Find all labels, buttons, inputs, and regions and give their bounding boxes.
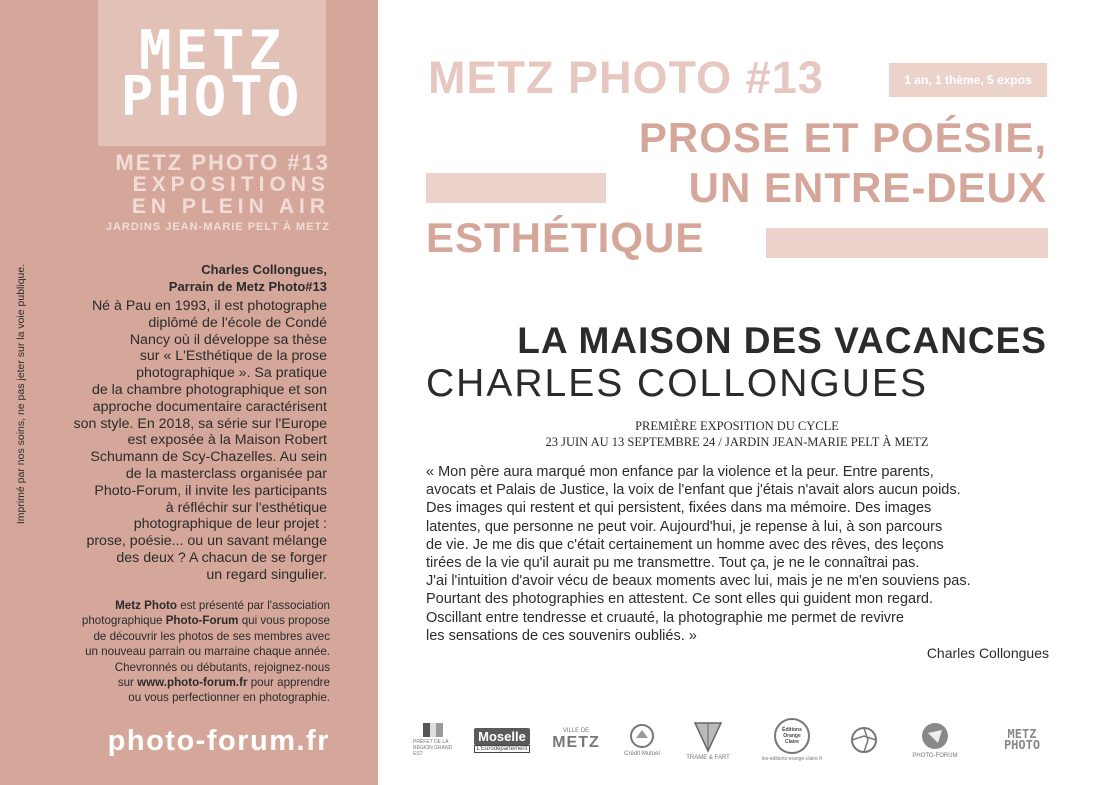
side-note: Imprimé par nos soins, ne pas jeter sur la voie publique. [15,263,27,525]
mini-logo-line-2: PHOTO [1003,738,1041,752]
ville-label: VILLE DE [562,728,590,734]
bio-line: Né à Pau en 1993, il est photographe [91,298,327,314]
side-note-wrapper [14,245,28,545]
assoc-l3: de découvrir les photos de ses membres avec [93,629,330,643]
photo-forum-icon [920,721,950,751]
assoc-t6b: pour apprendre [247,676,330,690]
theme-line-3: ESTHÉTIQUE [426,214,705,261]
bio-line: diplômé de l'école de Condé [148,314,327,331]
prefet-caption: PRÉFET DE LA RÉGION GRAND EST [413,739,453,757]
aperture-logo [844,712,884,768]
theme-line-1: PROSE ET POÉSIE, [638,114,1047,161]
assoc-t2: photographique [81,614,166,628]
orange-claire-url: les-editions-orange-claire.fr [761,756,823,762]
photo-forum-caption: PHOTO-FORUM [912,753,958,759]
left-title-4: JARDINS JEAN-MARIE PELT À METZ [105,221,330,233]
bio-line: des deux ? A chacun de se forger [116,549,327,566]
exhibition-dates: 23 JUIN AU 13 SEPTEMBRE 24 / JARDIN JEAN-MARIE PELT À METZ [545,435,929,449]
bio-line: de la masterclass organisée par [125,465,327,482]
bio-line: Nancy où il développe sa thèse [129,331,327,348]
quote-line: les sensations de ces souvenirs oubliés. » [426,627,697,644]
left-title-3: EN PLEIN AIR [131,195,330,218]
bio-line: prose, poésie... ou un savant mélange [86,533,327,550]
photo-forum-logo [904,712,966,768]
left-title-1: METZ PHOTO #13 [115,150,330,175]
assoc-l4: un nouveau parrain ou marraine chaque année. [85,645,330,659]
credit-mutuel-icon [629,723,655,749]
bio-line: un regard singulier. [206,566,327,583]
credit-mutuel-logo [617,712,667,768]
quote-line: « Mon père aura marqué mon enfance par la violence et la peur. Entre parents, [426,464,934,480]
assoc-t1: est présenté par l'association [176,599,330,612]
quote-line: avocats et Palais de Justice, la voix de l'enfant que j'étais n'avait alors aucun poids. [426,482,961,499]
assoc-brand: Metz Photo [115,599,177,612]
quote-line: Des images qui restent et qui persistent, fixées dans ma mémoire. Des images [426,500,932,517]
bio-line: Schumann de Scy-Chazelles. Au sein [90,449,327,466]
association-text [40,598,330,706]
assoc-url-link[interactable]: www.photo-forum.fr [137,676,248,690]
moselle-logo [472,712,532,768]
trame-icon [693,719,723,753]
logo-text [98,19,326,128]
trame-logo [677,712,739,768]
logo-line-2: PHOTO [120,65,304,128]
bio-line: approche documentaire caractérisent [92,398,327,415]
quote-signature: Charles Collongues [926,645,1049,661]
exhibition-title: LA MAISON DES VACANCES [517,320,1047,361]
quote-line: J'ai l'intuition d'avoir vécu de beaux moments avec lui, mais je ne m'en souviens pas. [426,573,971,590]
moselle-wordmark: Moselle [474,728,530,745]
site-url[interactable]: photo-forum.fr [107,725,330,757]
main-title: METZ PHOTO #13 [428,52,824,103]
metz-photo-logo [98,0,326,146]
bio-line: photographique de leur projet : [133,516,327,533]
parrain-heading [40,261,327,295]
metz-photo-mini-logo [987,712,1057,768]
trame-caption: TRAME & FART [686,755,730,761]
decorative-bar [426,173,606,203]
quote-line: de vie. Je me dis que c'était certainement un homme avec des rêves, des leçons [426,536,944,553]
mini-logo-text [1004,729,1040,751]
exhibition-artist: CHARLES COLLONGUES [426,362,928,405]
quote-line: Pourtant des photographies en attestent. Ce sont elles qui guident mon regard. [426,591,934,608]
prefet-logo [412,712,454,768]
moselle-subtitle: L'Eurodépartement [474,745,531,753]
ville-wordmark: METZ [552,734,600,751]
left-title-2: EXPOSITIONS [132,173,330,196]
bio-line: est exposée à la Maison Robert [127,432,327,449]
left-column [0,0,378,785]
orange-claire-badge: Éditions Orange Claire [774,718,810,754]
tagline-badge: 1 an, 1 thème, 5 expos [889,63,1047,97]
bio-line: son style. En 2018, sa série sur l'Europe [73,415,327,432]
theme-line-2: UN ENTRE-DEUX [688,164,1047,211]
assoc-t6: sur [117,676,138,690]
quote-line: tirées de la vie qu'il aurait pu me transmettre. Tout ça, je ne le connaîtrai pas. [426,555,920,572]
bio-line: sur « L'Esthétique de la prose [139,348,327,365]
quote-line: latentes, que personne ne peut voir. Aujourd'hui, je repense à lui, à son parcours [426,518,943,535]
bio-line: photographique ». Sa pratique [136,365,327,382]
partner-logos [412,712,1062,768]
artist-quote [426,463,1052,645]
assoc-t3: qui vous propose [238,614,330,628]
bio-line: Photo-Forum, il invite les participants [94,482,327,499]
bio-text [40,298,327,584]
bio-line: de la chambre photographique et son [91,381,327,398]
assoc-org: Photo-Forum [165,614,239,628]
camera-aperture-icon [850,726,878,754]
logo-line-1: METZ [138,19,286,82]
orange-claire-logo [757,712,827,768]
exhibition-cycle: PREMIÈRE EXPOSITION DU CYCLE [635,419,839,433]
credit-mutuel-caption: Crédit Mutuel [624,751,660,757]
mini-logo-line-1: METZ [1007,727,1037,741]
french-flag-icon [423,723,443,737]
parrain-role: Parrain de Metz Photo#13 [168,279,327,294]
left-titles [98,152,330,234]
ville-metz-logo [550,712,602,768]
exhibition-meta [426,418,1048,450]
assoc-l7: ou vous perfectionner en photographie. [128,691,330,705]
decorative-bar [766,228,1048,258]
parrain-name: Charles Collongues, [201,262,327,277]
bio-line: à réfléchir sur l'esthétique [165,499,327,516]
quote-line: Oscillant entre tendresse et cruauté, la photographie me permet de revivre [426,609,904,626]
assoc-l5: Chevronnés ou débutants, rejoignez-nous [114,660,330,674]
